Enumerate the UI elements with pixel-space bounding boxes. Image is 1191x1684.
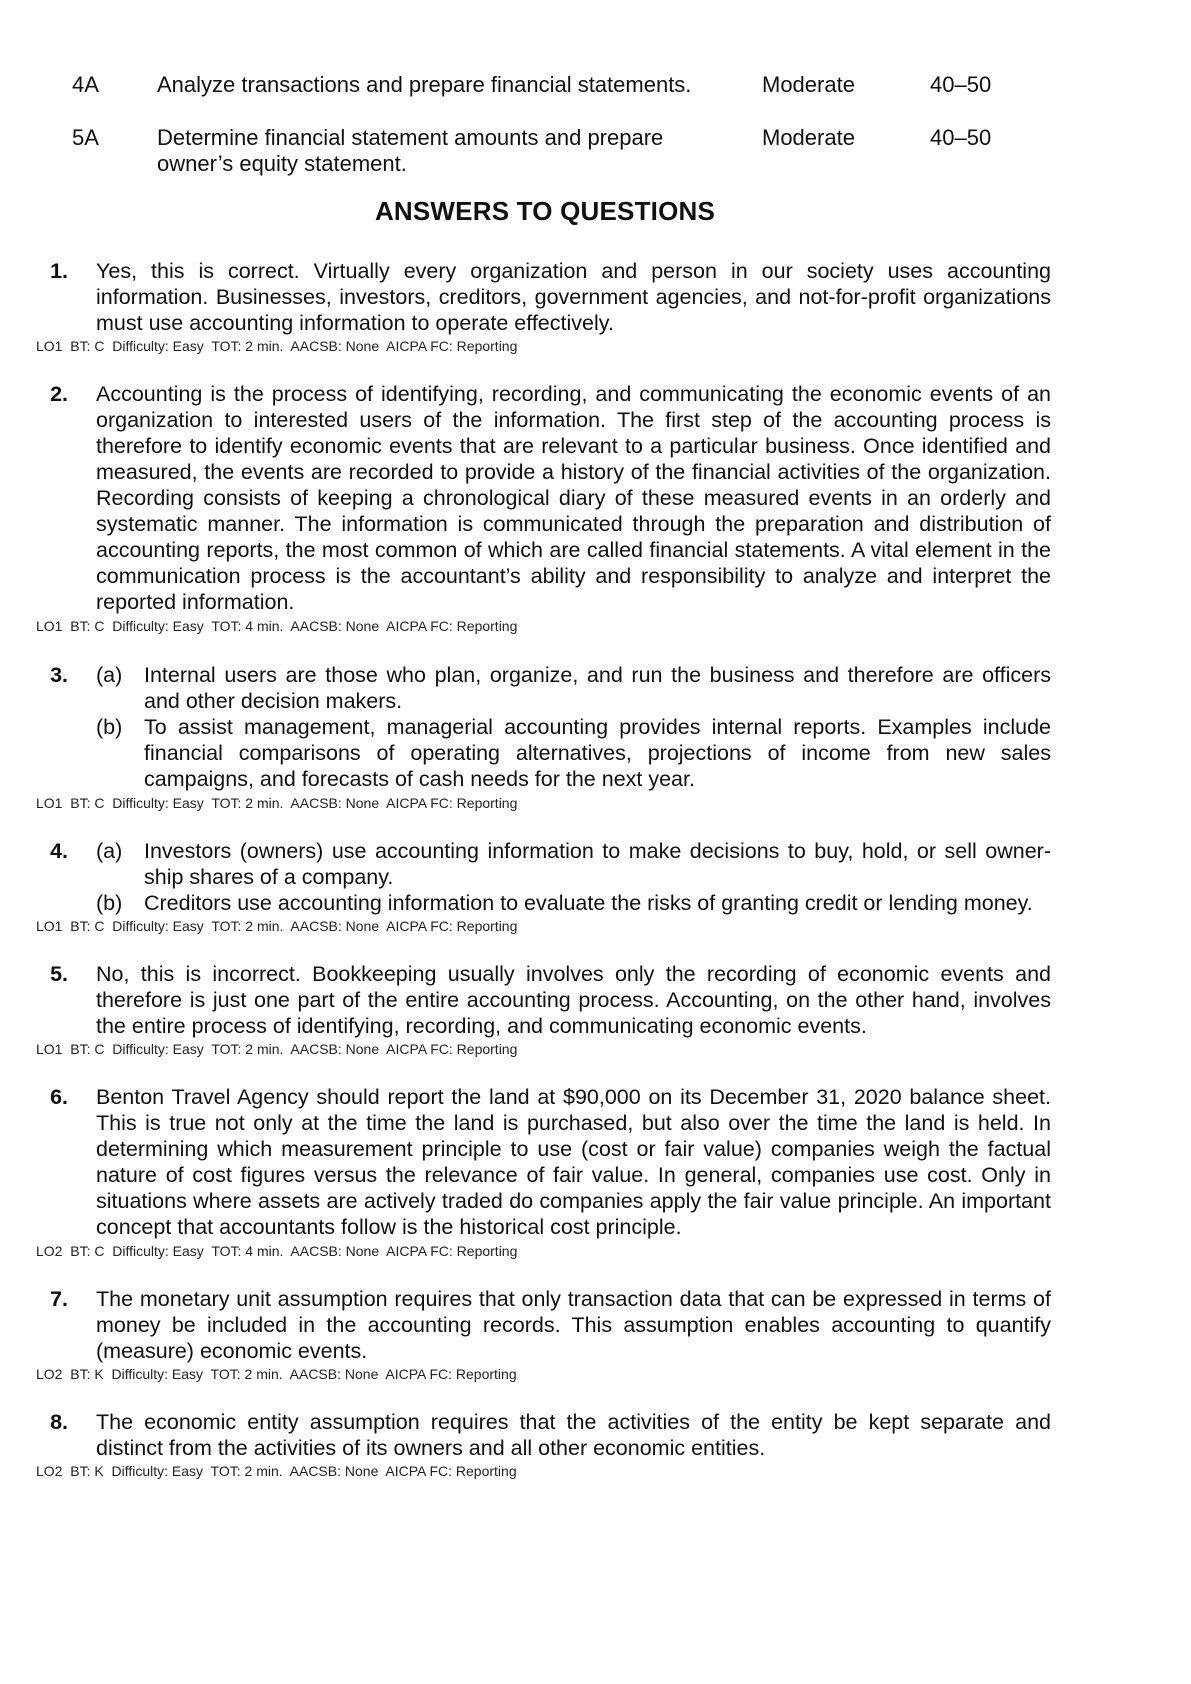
answer-body [96, 662, 1051, 792]
answer-body [96, 838, 1051, 916]
problem-difficulty: Moderate [762, 125, 855, 150]
subitem-text: Investors (owners) use accounting information to make decisions to buy, hold, or sell owner-ship shares of a company. [144, 839, 1051, 889]
answer-text: No, this is incorrect. Bookkeeping usually involves only the recording of economic events and therefore is just one part of the entire accounting process. Accounting, on the other hand, involves the entire process of identifying, recording, and communicating economic events. [96, 962, 1051, 1038]
problem-number: 5A [72, 125, 99, 150]
answer-metadata: LO2 BT: K Difficulty: Easy TOT: 2 min. AACSB: None AICPA FC: Reporting [36, 1366, 517, 1382]
subitem-label: (a) [96, 839, 123, 863]
answer-text: Accounting is the process of identifying, recording, and communicating the economic events of an organization to interested users of the information. The first step of the accounting process is therefore to identify economic events that are relevant to a particular business. Once identified and measured, the events are recorded to provide a history of the financial activities of the organization. Recording consists of keeping a chronological diary of these measured events in an orderly and systematic manner. The information is communicated through the preparation and distribution of accounting reports, the most common of which are called financial statements. A vital element in the communication process is the accountant’s ability and responsibility to analyze and interpret the reported information. [96, 382, 1051, 614]
answer-subitem [96, 890, 1051, 916]
answer-number: 7. [50, 1287, 68, 1311]
section-title: ANSWERS TO QUESTIONS [374, 196, 716, 226]
subitem-label: (b) [96, 715, 123, 739]
answer-number: 8. [50, 1410, 68, 1434]
answer-text: Benton Travel Agency should report the land at $90,000 on its December 31, 2020 balance sheet. This is true not only at the time the land is purchased, but also over the time the land is held. In determining which measurement principle to use (cost or fair value) companies weigh the factual nature of cost figures versus the relevance of fair value. In general, companies use cost. Only in situations where assets are actively traded do companies apply the fair value principle. An important concept that accountants follow is the historical cost principle. [96, 1085, 1051, 1239]
answer-metadata: LO1 BT: C Difficulty: Easy TOT: 2 min. AACSB: None AICPA FC: Reporting [36, 338, 518, 354]
answer-metadata: LO2 BT: C Difficulty: Easy TOT: 4 min. AACSB: None AICPA FC: Reporting [36, 1243, 518, 1259]
subitem-label: (b) [96, 891, 123, 915]
answer-number: 4. [50, 839, 68, 863]
problem-number: 4A [72, 72, 99, 97]
problem-time: 40–50 [930, 125, 992, 150]
problem-description: Determine financial statement amounts and prepare owner’s equity statement. [157, 125, 664, 176]
answer-metadata: LO1 BT: C Difficulty: Easy TOT: 4 min. AACSB: None AICPA FC: Reporting [36, 618, 518, 634]
answer-number: 1. [50, 259, 68, 283]
answer-number: 3. [50, 663, 68, 687]
answer-metadata: LO1 BT: C Difficulty: Easy TOT: 2 min. AACSB: None AICPA FC: Reporting [36, 1041, 518, 1057]
subitem-text: To assist management, managerial accounting provides internal reports. Examples include financial comparisons of operating alternatives, projections of income from new sales campaigns, and forecasts of cash needs for the next year. [144, 715, 1051, 791]
answer-metadata: LO2 BT: K Difficulty: Easy TOT: 2 min. AACSB: None AICPA FC: Reporting [36, 1463, 517, 1479]
problem-description: Analyze transactions and prepare financial statements. [157, 72, 692, 97]
answer-number: 6. [50, 1085, 68, 1109]
answer-number: 2. [50, 382, 68, 406]
answer-subitem [96, 714, 1051, 792]
subitem-text: Internal users are those who plan, organize, and run the business and therefore are officers and other decision makers. [144, 663, 1051, 713]
answer-text: The economic entity assumption requires that the activities of the entity be kept separate and distinct from the activities of its owners and all other economic entities. [96, 1410, 1051, 1460]
subitem-text: Creditors use accounting information to evaluate the risks of granting credit or lending money. [144, 891, 1033, 915]
subitem-label: (a) [96, 663, 123, 687]
answer-text: Yes, this is correct. Virtually every organization and person in our society uses accounting information. Businesses, investors, creditors, government agencies, and not-for-profit organizations must use accounting information to operate effectively. [96, 259, 1051, 335]
answer-metadata: LO1 BT: C Difficulty: Easy TOT: 2 min. AACSB: None AICPA FC: Reporting [36, 918, 518, 934]
answer-subitem [96, 838, 1051, 890]
answer-subitem [96, 662, 1051, 714]
answer-number: 5. [50, 962, 68, 986]
problem-time: 40–50 [930, 72, 992, 97]
answer-metadata: LO1 BT: C Difficulty: Easy TOT: 2 min. AACSB: None AICPA FC: Reporting [36, 795, 518, 811]
problem-difficulty: Moderate [762, 72, 855, 97]
answer-text: The monetary unit assumption requires that only transaction data that can be expressed in terms of money be included in the accounting records. This assumption enables accounting to quantify (measure) economic events. [96, 1287, 1051, 1363]
